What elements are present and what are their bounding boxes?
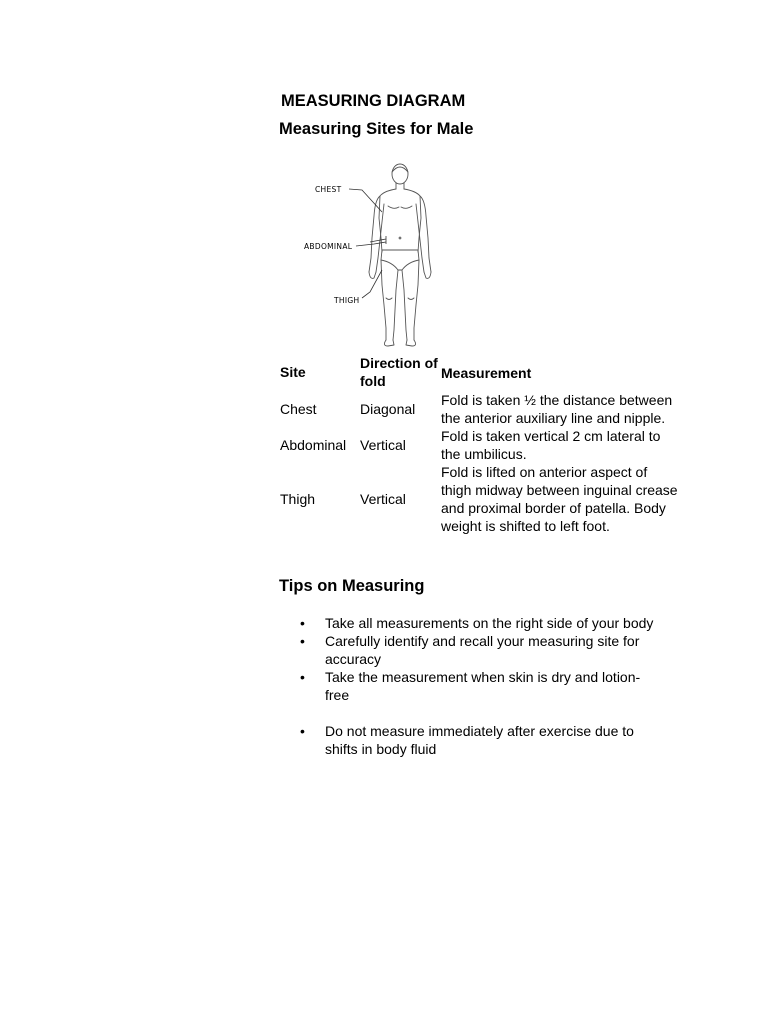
cell-measurement: Fold is lifted on anterior aspect of thigh midway between inguinal crease and proximal border of patella. Body weight is shifted to left foot. <box>441 464 678 534</box>
cell-direction: Vertical <box>360 491 406 507</box>
cell-measurement: Fold is taken ½ the distance between the anterior auxiliary line and nipple. <box>441 392 673 426</box>
figure-label-abdominal: ABDOMINAL <box>304 242 353 251</box>
cell-site: Thigh <box>280 491 316 507</box>
list-item: • Do not measure immediately after exercise due to shifts in body fluid <box>300 722 660 758</box>
cell-site: Chest <box>280 401 317 417</box>
cell-direction: Vertical <box>360 437 406 453</box>
table-row <box>280 391 681 427</box>
header-measurement: Measurement <box>441 365 532 381</box>
header-site: Site <box>280 364 306 380</box>
human-body-outline-icon <box>300 160 470 350</box>
tips-list <box>300 614 660 758</box>
cell-direction: Diagonal <box>360 401 416 417</box>
page-title: MEASURING DIAGRAM <box>281 92 466 110</box>
figure-label-thigh: THIGH <box>334 296 360 305</box>
list-item: • Take all measurements on the right side of your body <box>300 614 660 632</box>
body-measuring-diagram <box>300 160 470 350</box>
table-row <box>280 427 681 463</box>
table-row <box>280 463 681 535</box>
figure-label-chest: CHEST <box>315 185 342 194</box>
list-item: • Take the measurement when skin is dry and lotion-free <box>300 668 660 704</box>
header-direction: Direction of fold <box>360 355 438 389</box>
list-item: • Carefully identify and recall your measuring site for accuracy <box>300 632 660 668</box>
tips-title: Tips on Measuring <box>279 577 425 595</box>
section-title-measuring-sites: Measuring Sites for Male <box>279 120 474 138</box>
measuring-sites-table <box>280 353 681 535</box>
cell-site: Abdominal <box>280 437 347 453</box>
table-header-row <box>280 353 681 391</box>
cell-measurement: Fold is taken vertical 2 cm lateral to the umbilicus. <box>441 428 661 462</box>
